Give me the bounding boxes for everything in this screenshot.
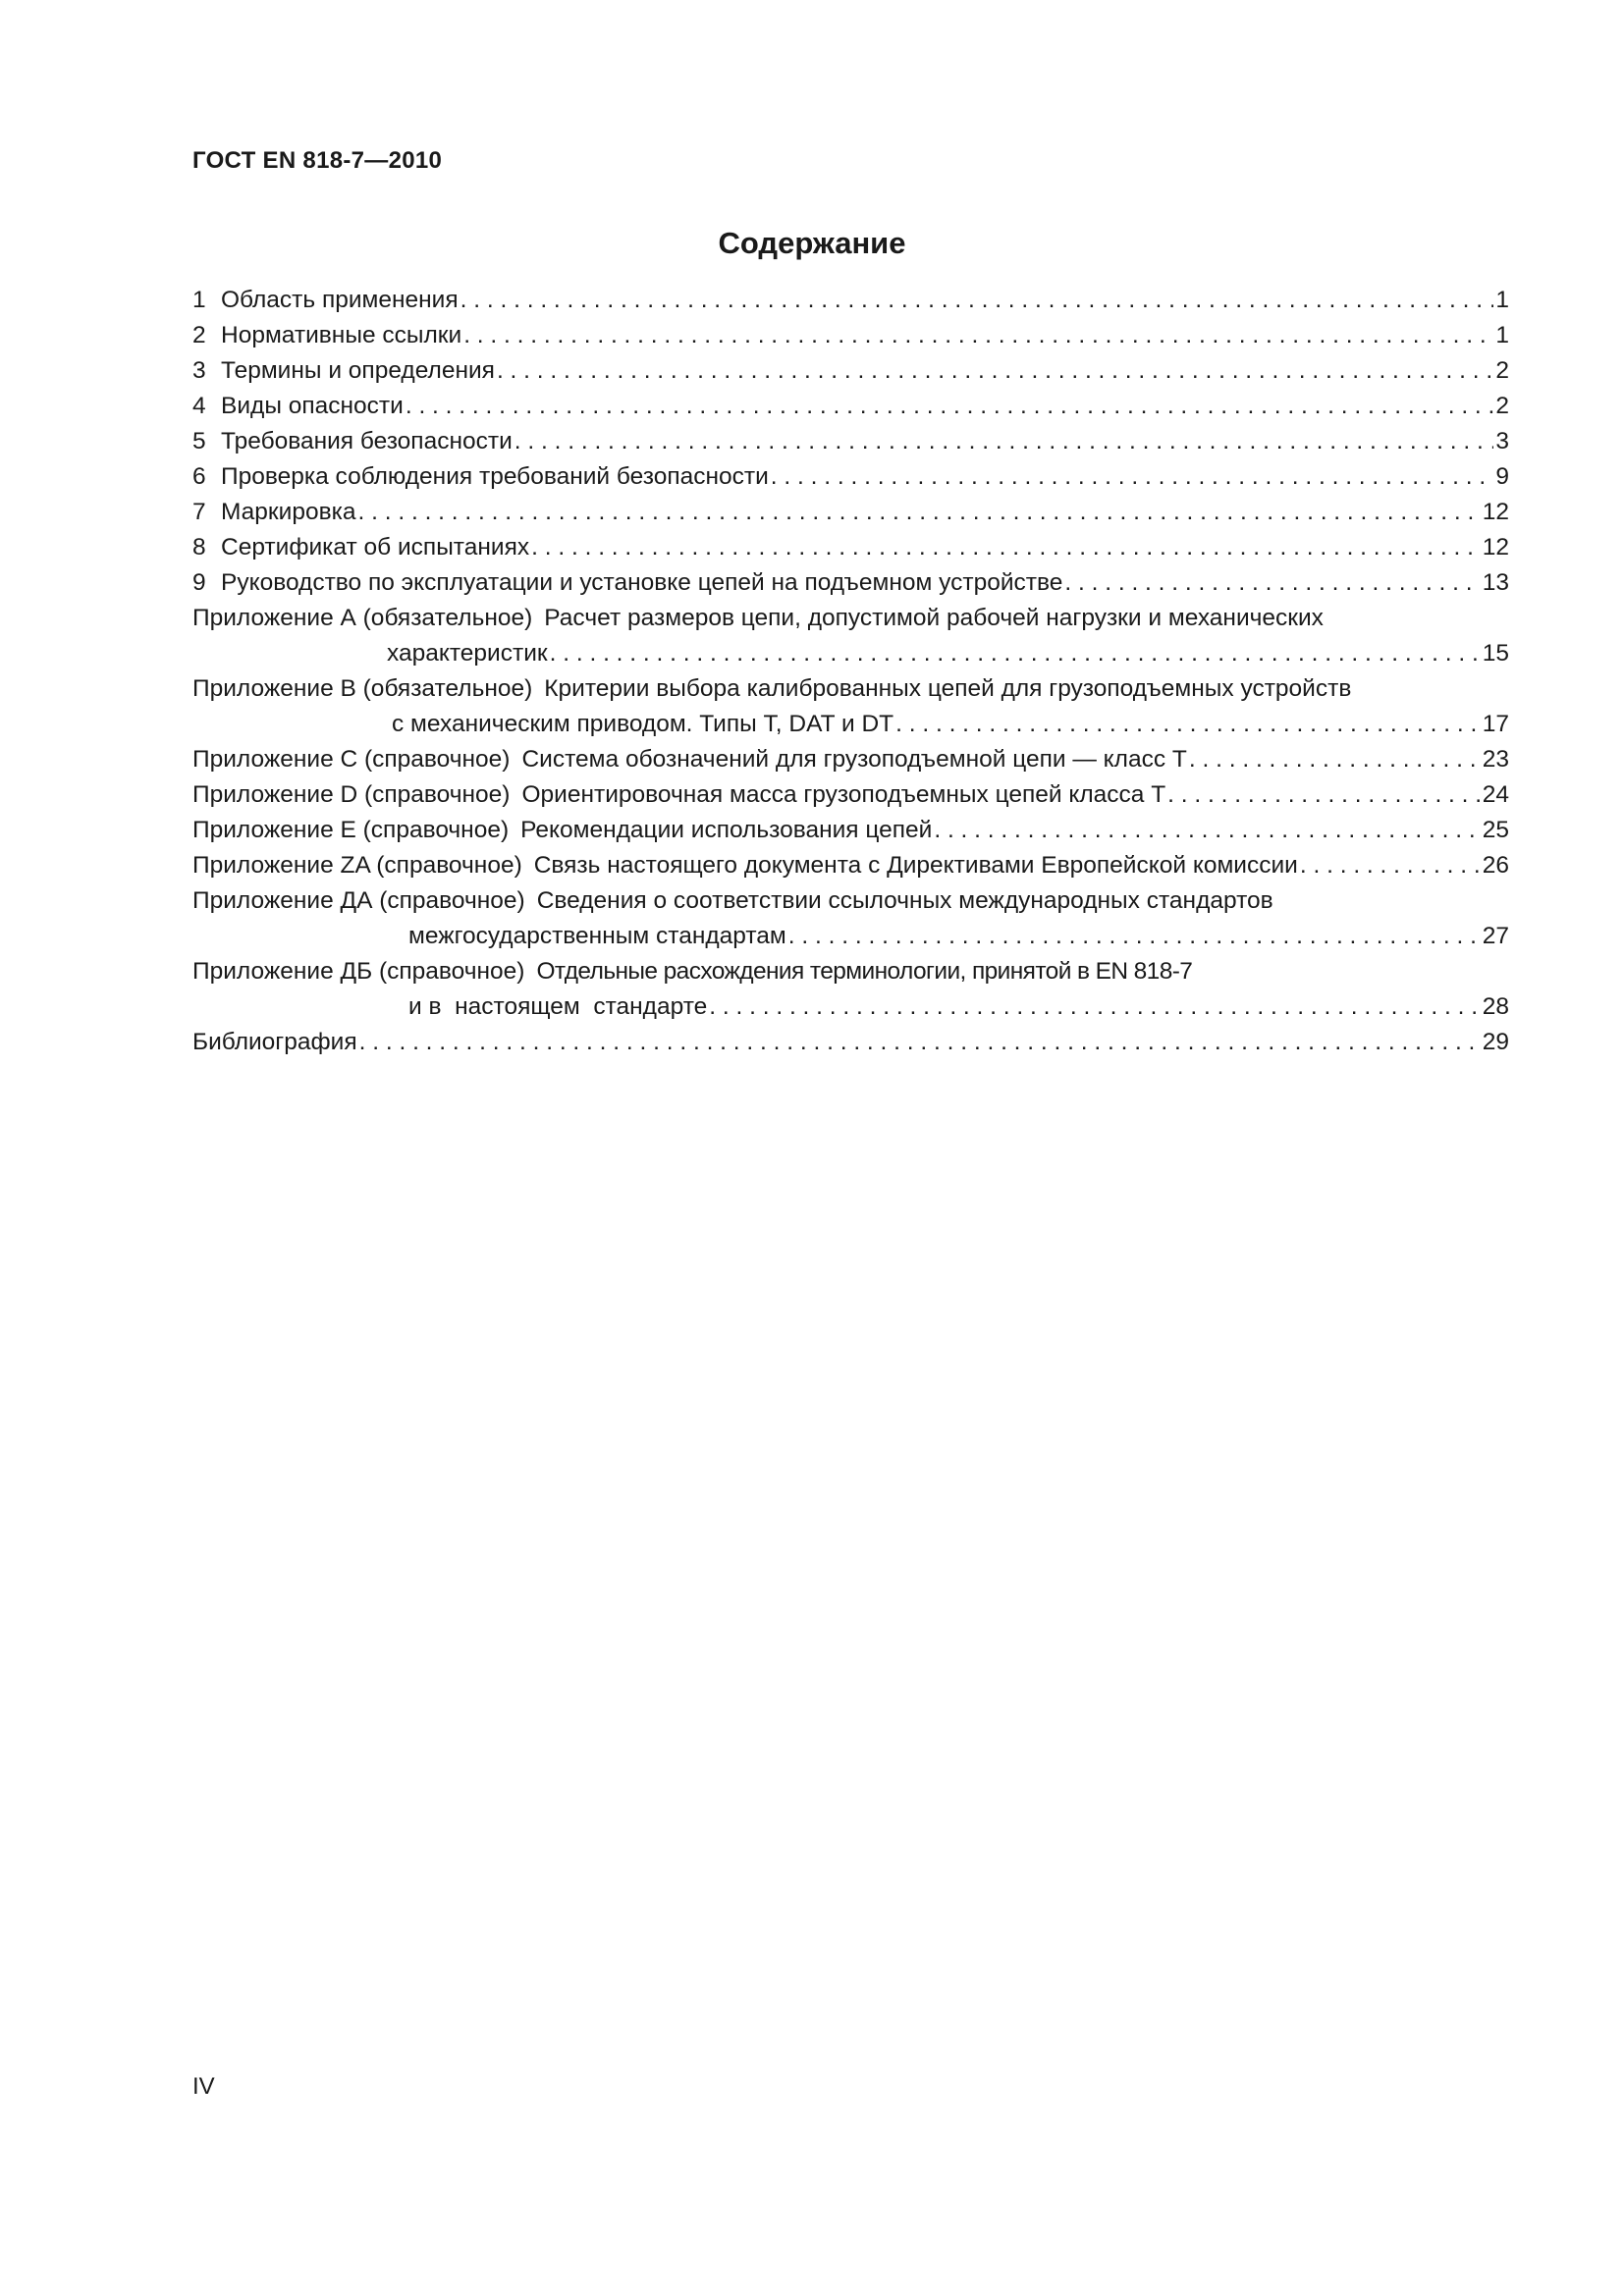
toc-entry-label: Сертификат об испытаниях (221, 534, 530, 561)
toc-entry-number: 2 (192, 322, 206, 348)
toc-entry-5[interactable] (192, 428, 1509, 463)
toc-annex-a[interactable] (192, 605, 1509, 675)
toc-entry-3[interactable] (192, 357, 1509, 393)
toc-annex-title: Критерии выбора калиброванных цепей для грузоподъемных устройств (544, 675, 1352, 702)
toc-annex-za[interactable] (192, 852, 1509, 887)
toc-entry-6[interactable] (192, 463, 1509, 499)
page-number: IV (192, 2073, 215, 2100)
toc-entry-9[interactable] (192, 569, 1509, 605)
toc-annex-title-cont: с механическим приводом. Типы T, DAT и DT (392, 711, 894, 737)
toc-bibliography[interactable] (192, 1029, 1509, 1064)
toc-entry-label: Область применения (221, 287, 459, 313)
toc-annex-e[interactable] (192, 817, 1509, 852)
toc-entry-page: 1 (1495, 287, 1509, 313)
toc-entry-label: Нормативные ссылки (221, 322, 462, 348)
toc-entry-4[interactable] (192, 393, 1509, 428)
toc-annex-prefix: Приложение Е (справочное) (192, 817, 510, 843)
toc-annex-prefix: Приложение С (справочное) (192, 746, 511, 773)
toc-entry-page: 24 (1482, 781, 1509, 808)
toc-entry-2[interactable] (192, 322, 1509, 357)
toc-leader (1064, 569, 1480, 597)
toc-entry-label: Руководство по эксплуатации и установке цепей на подъемном устройстве (221, 569, 1063, 596)
toc-annex-b[interactable] (192, 675, 1509, 746)
toc-annex-prefix: Приложение ДБ (справочное) (192, 958, 525, 985)
toc-annex-title-cont: характеристик (387, 640, 548, 667)
toc-leader (788, 923, 1481, 950)
table-of-contents (192, 287, 1509, 1064)
toc-entry-number: 9 (192, 569, 206, 596)
toc-leader (1300, 852, 1481, 880)
toc-entry-page: 15 (1482, 640, 1509, 667)
toc-annex-title: Ориентировочная масса грузоподъемных цепей класса Т (521, 781, 1166, 808)
toc-entry-number: 3 (192, 357, 206, 384)
toc-leader (463, 322, 1493, 349)
toc-annex-d[interactable] (192, 781, 1509, 817)
toc-entry-label: Термины и определения (221, 357, 495, 384)
toc-entry-number: 4 (192, 393, 206, 419)
toc-leader (709, 993, 1480, 1021)
toc-annex-title: Система обозначений для грузоподъемной цепи — класс Т (521, 746, 1187, 773)
toc-annex-title-cont: и в настоящем стандарте (408, 993, 708, 1020)
toc-entry-number: 5 (192, 428, 206, 454)
toc-annex-db[interactable] (192, 958, 1509, 1029)
toc-annex-c[interactable] (192, 746, 1509, 781)
toc-leader (460, 287, 1494, 314)
toc-leader (771, 463, 1494, 491)
toc-entry-page: 27 (1482, 923, 1509, 949)
toc-entry-page: 28 (1482, 993, 1509, 1020)
toc-entry-page: 1 (1495, 322, 1509, 348)
toc-leader (359, 1029, 1481, 1056)
toc-entry-7[interactable] (192, 499, 1509, 534)
toc-leader (531, 534, 1481, 561)
toc-leader (358, 499, 1481, 526)
toc-entry-8[interactable] (192, 534, 1509, 569)
toc-leader (895, 711, 1481, 738)
toc-annex-prefix: Приложение ДА (справочное) (192, 887, 525, 914)
toc-annex-title: Сведения о соответствии ссылочных международных стандартов (536, 887, 1273, 914)
toc-entry-label: Библиография (192, 1029, 357, 1055)
toc-leader (406, 393, 1494, 420)
toc-leader (1189, 746, 1481, 774)
toc-entry-page: 17 (1482, 711, 1509, 737)
toc-annex-title: Расчет размеров цепи, допустимой рабочей нагрузки и механических (544, 605, 1324, 631)
toc-entry-page: 13 (1482, 569, 1509, 596)
toc-entry-number: 6 (192, 463, 206, 490)
toc-entry-page: 2 (1495, 393, 1509, 419)
toc-entry-page: 12 (1482, 499, 1509, 525)
toc-annex-title: Отдельные расхождения терминологии, принятой в EN 818-7 (536, 958, 1193, 985)
toc-entry-number: 1 (192, 287, 206, 313)
toc-annex-prefix: Приложение D (справочное) (192, 781, 511, 808)
toc-entry-page: 25 (1482, 817, 1509, 843)
toc-entry-number: 8 (192, 534, 206, 561)
toc-entry-page: 9 (1495, 463, 1509, 490)
toc-entry-page: 3 (1495, 428, 1509, 454)
toc-entry-1[interactable] (192, 287, 1509, 322)
toc-entry-number: 7 (192, 499, 206, 525)
toc-entry-page: 23 (1482, 746, 1509, 773)
toc-entry-label: Маркировка (221, 499, 356, 525)
toc-leader (1167, 781, 1481, 809)
toc-leader (514, 428, 1494, 455)
toc-entry-page: 12 (1482, 534, 1509, 561)
toc-title: Содержание (718, 226, 906, 260)
toc-annex-title-cont: межгосударственным стандартам (408, 923, 786, 949)
toc-annex-da[interactable] (192, 887, 1509, 958)
toc-entry-page: 26 (1482, 852, 1509, 879)
toc-entry-label: Проверка соблюдения требований безопасности (221, 463, 769, 490)
toc-entry-label: Требования безопасности (221, 428, 513, 454)
toc-annex-prefix: Приложение В (обязательное) (192, 675, 533, 702)
toc-leader (550, 640, 1481, 667)
toc-leader (497, 357, 1493, 385)
toc-annex-title: Рекомендации использования цепей (520, 817, 933, 843)
toc-annex-prefix: Приложение ZA (справочное) (192, 852, 522, 879)
toc-annex-title: Связь настоящего документа с Директивами Европейской комиссии (533, 852, 1298, 879)
toc-leader (934, 817, 1480, 844)
toc-annex-prefix: Приложение А (обязательное) (192, 605, 533, 631)
toc-entry-label: Виды опасности (221, 393, 404, 419)
document-code: ГОСТ EN 818-7—2010 (192, 147, 443, 174)
toc-entry-page: 29 (1482, 1029, 1509, 1055)
toc-entry-page: 2 (1495, 357, 1509, 384)
